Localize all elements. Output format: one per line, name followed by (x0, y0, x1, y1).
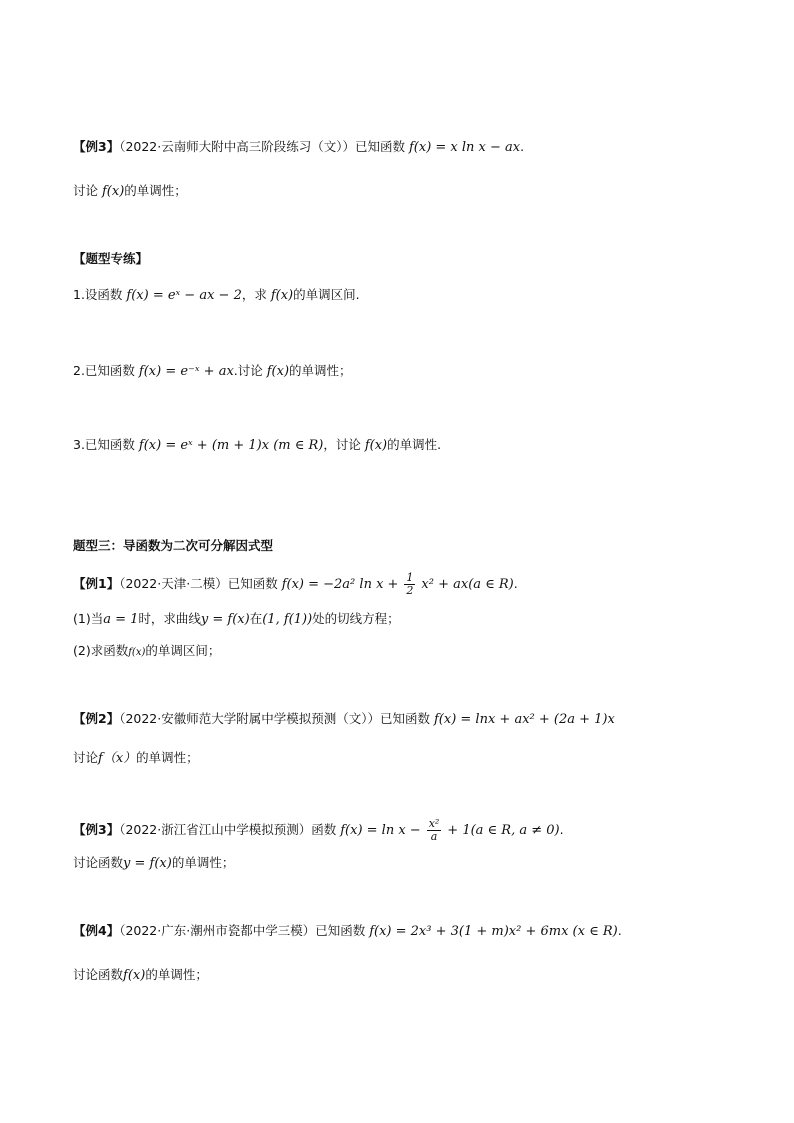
example-3b-statement (73, 818, 564, 843)
example-label: 【例1】 (73, 576, 120, 591)
question-text: 处的切线方程； (312, 611, 400, 626)
example-3-question (73, 182, 187, 201)
function-ref: f(x) (128, 647, 146, 658)
example-4-question (73, 966, 208, 985)
function-formula: f(x) = ln x − (340, 823, 421, 838)
item-text: 2.已知函数 (73, 363, 135, 378)
fraction (427, 818, 442, 843)
example-1-part-1 (73, 610, 400, 629)
example-label: 【例2】 (73, 711, 120, 726)
example-label: 【例3】 (73, 139, 120, 154)
example-4-statement (73, 922, 622, 941)
function-ref: y = f(x) (123, 856, 172, 871)
item-text: 的单调性； (289, 363, 352, 378)
practice-heading: 【题型专练】 (73, 251, 149, 266)
example-label: 【例3】 (73, 822, 120, 837)
function-formula: x² + ax(a ∈ R) (421, 577, 514, 592)
section-heading: 题型三：导函数为二次可分解因式型 (73, 538, 274, 553)
function-ref: f（x） (98, 751, 137, 766)
example-source: （2022·安徽师范大学附属中学模拟预测（文））已知函数 (119, 711, 430, 726)
example-source: （2022·广东·潮州市瓷都中学三模）已知函数 (119, 923, 366, 938)
practice-item-1 (73, 286, 360, 305)
period: . (520, 139, 525, 154)
function-ref: f(x) (266, 364, 290, 379)
function-formula: f(x) = 2x³ + 3(1 + m)x² + 6mx (x ∈ R) (369, 924, 618, 939)
function-formula: f(x) = e⁻ˣ + ax (138, 364, 234, 379)
function-ref: f(x) (123, 968, 146, 983)
fraction-denominator: a (430, 830, 438, 843)
function-formula: f(x) = x ln x − ax (408, 140, 521, 155)
question-text: 的单调性； (171, 855, 235, 870)
practice-item-3 (73, 436, 441, 455)
item-text: ，求 (241, 287, 267, 302)
example-source: （2022·云南师大附中高三阶段练习（文））已知函数 (119, 139, 405, 154)
question-text: (1)当 (73, 611, 104, 626)
question-text: 的单调区间； (145, 643, 221, 658)
fraction-denominator: 2 (406, 584, 414, 597)
condition: a = 1 (103, 612, 139, 627)
fraction-numerator: x² (428, 817, 440, 830)
fraction (404, 572, 415, 597)
item-text: 3.已知函数 (73, 437, 135, 452)
example-2-question (73, 749, 199, 768)
item-text: .讨论 (233, 363, 263, 378)
item-text: 1.设函数 (73, 287, 123, 302)
question-text: 的单调性； (136, 750, 199, 765)
question-text: 时，求曲线 (138, 611, 201, 626)
question-text: 的单调性； (124, 183, 187, 198)
question-text: 讨论函数 (73, 967, 124, 982)
example-source: （2022·浙江省江山中学模拟预测）函数 (119, 822, 337, 837)
question-text: 讨论 (73, 750, 99, 765)
question-text: (2)求函数 (73, 643, 129, 658)
function-ref: f(x) (270, 288, 294, 303)
function-ref: f(x) (364, 438, 388, 453)
example-source: （2022·天津·二模）已知函数 (119, 576, 278, 591)
period: . (617, 923, 622, 938)
example-3-statement (73, 138, 524, 157)
practice-item-2 (73, 362, 352, 381)
example-3b-question (73, 854, 234, 873)
example-1-part-2 (73, 642, 220, 662)
example-1-statement (73, 572, 518, 597)
item-text: ，讨论 (323, 437, 361, 452)
question-text: 的单调性； (145, 967, 208, 982)
function-formula: f(x) = eˣ − ax − 2 (126, 288, 242, 303)
question-text: 讨论 (73, 183, 99, 198)
curve-formula: y = f(x) (200, 612, 250, 627)
item-text: 的单调区间. (293, 287, 360, 302)
fraction-numerator: 1 (406, 571, 414, 584)
point: (1, f(1)) (262, 612, 313, 627)
function-formula: f(x) = lnx + ax² + (2a + 1)x (433, 712, 615, 727)
example-2-statement (73, 710, 615, 729)
example-label: 【例4】 (73, 923, 120, 938)
question-text: 在 (249, 611, 263, 626)
function-ref: f(x) (102, 184, 125, 199)
period: . (559, 822, 564, 837)
function-formula: f(x) = eˣ + (m + 1)x (m ∈ R) (138, 438, 324, 453)
item-text: 的单调性. (387, 437, 442, 452)
question-text: 讨论函数 (73, 855, 124, 870)
function-formula: + 1(a ∈ R, a ≠ 0) (447, 823, 560, 838)
period: . (513, 576, 518, 591)
function-formula: f(x) = −2a² ln x + (281, 577, 399, 592)
